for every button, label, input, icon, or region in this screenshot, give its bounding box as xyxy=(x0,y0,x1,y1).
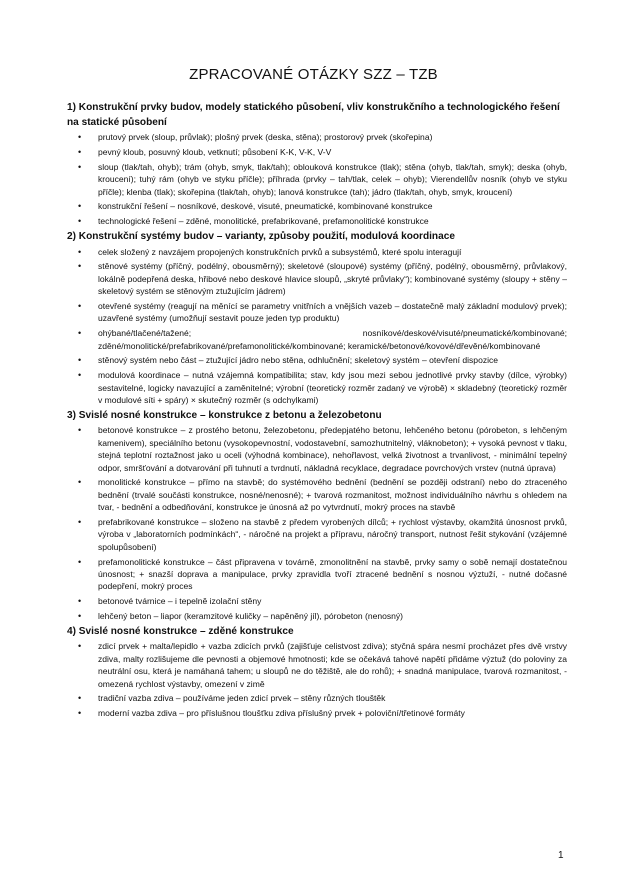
list-item-text: ohýbané/tlačené/tažené; nosníkové/deskové/visuté/pneumatické/kombinované; zděné/monolitické/prefabrikované/prefamonolitické/kombinované; keramické/betonové/kovové/dřevěné/kombinované xyxy=(98,328,567,351)
bullet-icon: • xyxy=(78,246,82,257)
list-item xyxy=(67,595,567,607)
list-item-text: otevřené systémy (reagují na měnící se parametry vnitřních a vnějších vazeb – dostatečně malý základní modulový prvek); uzavřené systémy (umožňují sestavit pouze jeden typ produktu) xyxy=(98,300,567,324)
list-item xyxy=(67,200,567,212)
bullet-icon: • xyxy=(78,201,82,212)
list-item xyxy=(67,556,567,593)
list-item xyxy=(67,424,567,474)
bullet-icon: • xyxy=(78,693,82,704)
bullet-list xyxy=(67,640,567,719)
list-item xyxy=(67,369,567,406)
list-item-text: moderní vazba zdiva – pro příslušnou tloušťku zdiva příslušný prvek + poloviční/třetinové formáty xyxy=(98,708,465,719)
bullet-icon: • xyxy=(78,556,82,567)
bullet-icon: • xyxy=(78,216,82,227)
section-heading: 3) Svislé nosné konstrukce – konstrukce z betonu a železobetonu xyxy=(67,409,382,421)
section-heading: 4) Svislé nosné konstrukce – zděné konstrukce xyxy=(67,625,294,637)
list-item-text: stěnové systémy (příčný, podélný, obousměrný); skeletové (sloupové) systémy (příčný, podélný, obousměrný, průvlakový, lokálně podepřená deska, hřibové nebo deskové hlavice sloupů, „skryté průvlaky“); kombinované systémy (sloupy + stěny – skeletový systém se stěnovým ztužujícím jádrem) xyxy=(98,261,567,297)
bullet-icon: • xyxy=(78,517,82,528)
bullet-list xyxy=(67,246,567,407)
list-item-text: prefabrikované konstrukce – složeno na stavbě z předem vyrobených dílců; + rychlost výstavby, okamžitá únosnost prvků, výroba v „laboratorních podmínkách“, - náročné na projekt a přípravu, náročný transport, nutnost řešit stykování (vzájemné spolupůsobení) xyxy=(98,517,567,552)
section-4 xyxy=(67,625,567,720)
list-item xyxy=(67,640,567,690)
section-heading: 2) Konstrukční systémy budov – varianty, způsoby použití, modulová koordinace xyxy=(67,230,455,242)
list-item-text: prefamonolitické konstrukce – část připravena v továrně, zmonolitnění na stavbě, prvky samy o sobě nemají dostatečnou únosnost; + snazší doprava a manipulace, prvky zpravidla tvoří ztracené bednění s nosnou výztuží, - nutné dočasné podepření, mokrý proces xyxy=(98,556,567,592)
list-item xyxy=(67,476,567,513)
list-item-text: modulová koordinace – nutná vzájemná kompatibilita; stav, kdy jsou mezi sebou jednotlivé prvky stavby (dílce, výrobky) sestavitelné, logicky navazující a zaměnitelné; výrobní (teoretický rozměr zadaný ve výrobě) × skladebný (teoretický rozměr v modulové síti + spáry) × skutečný rozměr (s odchylkami) xyxy=(98,370,567,405)
list-item xyxy=(67,215,567,227)
bullet-icon: • xyxy=(78,261,82,272)
section-heading: 1) Konstrukční prvky budov, modely statického působení, vliv konstrukčního a technologického řešení na statické působení xyxy=(67,102,560,128)
list-item-text: lehčený beton – liapor (keramzitové kuličky – napěněný jíl), pórobeton (nenosný) xyxy=(98,611,404,622)
bullet-icon: • xyxy=(78,355,82,366)
list-item xyxy=(67,300,567,325)
list-item xyxy=(67,327,567,352)
list-item-text: tradiční vazba zdiva – používáme jeden zdicí prvek – stěny různých tlouštěk xyxy=(98,693,386,704)
bullet-icon: • xyxy=(78,328,82,339)
document-body xyxy=(67,101,567,722)
bullet-icon: • xyxy=(78,425,82,436)
list-item-text: stěnový systém nebo část – ztužující jádro nebo stěna, odhlučnění; skeletový systém – otevření dispozice xyxy=(98,355,499,366)
bullet-icon: • xyxy=(78,641,82,652)
bullet-icon: • xyxy=(78,370,82,381)
section-1 xyxy=(67,101,567,228)
list-item xyxy=(67,692,567,704)
bullet-list xyxy=(67,131,567,227)
bullet-list xyxy=(67,424,567,622)
bullet-icon: • xyxy=(78,132,82,143)
list-item xyxy=(67,146,567,158)
bullet-icon: • xyxy=(78,477,82,488)
section-2 xyxy=(67,230,567,406)
list-item-text: zdicí prvek + malta/lepidlo + vazba zdicích prvků (zajišťuje celistvost zdiva); styčná spára nesmí procházet přes dvě vrstvy zdiva, malty rozlišujeme dle pevnosti a objemové hmotnosti; kde se očekává tahové napětí přidáme výztuž (do poloviny za neutrální osu, která je namáhaná tahem; u sloupů ne do těžiště, ale do rohů); + snadná manipulace, tvarová rozmanitost, - omezená rychlost výstavby, omezení v zimě xyxy=(98,641,567,689)
list-item-text: monolitické konstrukce – přímo na stavbě; do systémového bednění (bednění se později odstraní) nebo do ztraceného bednění (trvalé součásti konstrukce, nosné/nenosné); + tvarová rozmanitost, možnost individuálního návrhu s ohledem na tvar, - bednění a odbedňování, konstrukce je únosná až po vytvrdnutí, mokrý proces na stavbě xyxy=(98,477,567,513)
document-title: ZPRACOVANÉ OTÁZKY SZZ – TZB xyxy=(189,66,438,83)
list-item-text: celek složený z navzájem propojených konstrukčních prvků a subsystémů, které spolu interagují xyxy=(98,246,462,257)
list-item-text: betonové konstrukce – z prostého betonu, železobetonu, předepjatého betonu, lehčeného betonu (pórobeton, s lehčeným kamenivem), speciálního betonu (vysokopevnostní, vodostavební, samozhutnitelný, vláknobeton); + vysoká pevnost v tlaku, stejná teplotní roztažnost jako u oceli (výhodná kombinace), nehořlavost, velká životnost a trvanlivost, - minimální tepelný odpor, smršťování a dotvarování při tuhnutí a tvrdnutí, nákladná recyklace, degradace povrchových vrstev (nutná úprava) xyxy=(98,425,567,473)
bullet-icon: • xyxy=(78,146,82,157)
list-item-text: sloup (tlak/tah, ohyb); trám (ohyb, smyk, tlak/tah); oblouková konstrukce (tlak); stěna (ohyb, tlak/tah, smyk); deska (ohyb, kroucení); tuhý rám (ohyb ve styku příčle); příhrada (prvky – tah/tlak, celek – ohyb); Vierendellův nosník (ohyb ve styku příčle); klenba (tlak); skořepina (tlak/tah, ohyb); lanová konstrukce (tah); jádro (tlak/tah, ohyb, smyk, kroucení) xyxy=(98,161,567,197)
bullet-icon: • xyxy=(78,300,82,311)
list-item-text: betonové tvárnice – i tepelně izolační stěny xyxy=(98,596,262,607)
bullet-icon: • xyxy=(78,596,82,607)
list-item-text: konstrukční řešení – nosníkové, deskové, visuté, pneumatické, kombinované konstrukce xyxy=(98,201,433,212)
bullet-icon: • xyxy=(78,611,82,622)
list-item xyxy=(67,131,567,143)
list-item-text: prutový prvek (sloup, průvlak); plošný prvek (deska, stěna); prostorový prvek (skořepina) xyxy=(98,132,433,143)
page-number: 1 xyxy=(558,850,564,861)
list-item-text: pevný kloub, posuvný kloub, vetknutí; působení K-K, V-K, V-V xyxy=(98,146,332,157)
list-item-text: technologické řešení – zděné, monolitické, prefabrikované, prefamonolitické konstrukce xyxy=(98,216,429,227)
list-item xyxy=(67,516,567,553)
list-item xyxy=(67,260,567,297)
section-3 xyxy=(67,409,567,623)
bullet-icon: • xyxy=(78,708,82,719)
list-item xyxy=(67,707,567,719)
list-item xyxy=(67,610,567,622)
list-item xyxy=(67,246,567,258)
bullet-icon: • xyxy=(78,161,82,172)
list-item xyxy=(67,161,567,198)
list-item xyxy=(67,354,567,366)
